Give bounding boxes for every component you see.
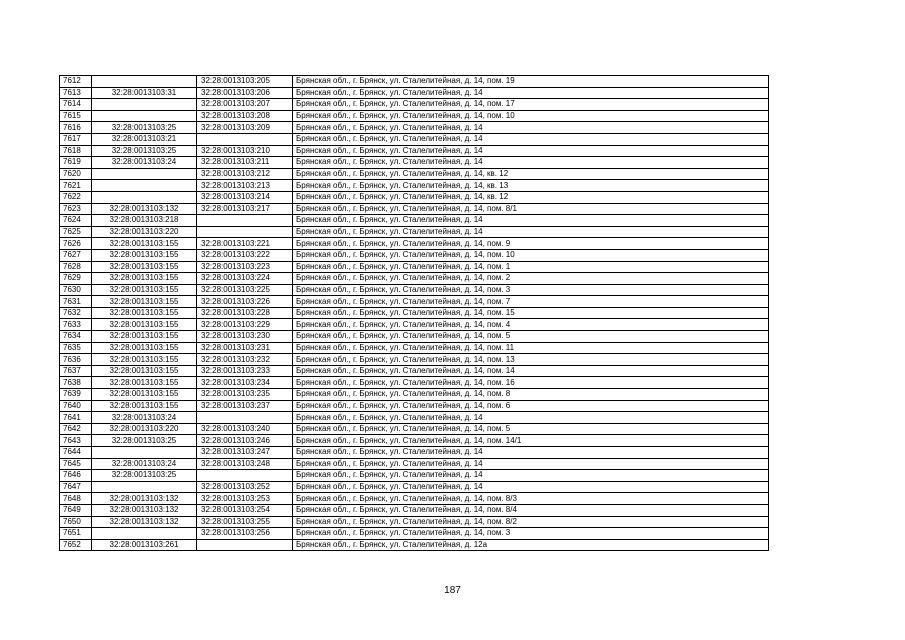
table-row [60,516,769,528]
table-row [60,296,769,308]
address-cell: Брянская обл., г. Брянск, ул. Сталелитейная, д. 14 [293,412,769,424]
address-cell: Брянская обл., г. Брянск, ул. Сталелитейная, д. 14, пом. 17 [293,99,769,111]
table-row [60,365,769,377]
cadastral-number-cell: 32:28:0013103:212 [197,168,293,180]
cadastral-number-cell: 32:28:0013103:224 [197,273,293,285]
parent-cadastral-number-cell: 32:28:0013103:155 [92,249,197,261]
address-cell: Брянская обл., г. Брянск, ул. Сталелитейная, д. 14, пом. 1 [293,261,769,273]
parent-cadastral-number-cell: 32:28:0013103:25 [92,122,197,134]
cadastral-number-cell [197,215,293,227]
table-row [60,76,769,88]
row-number-cell: 7628 [60,261,92,273]
cadastral-number-cell: 32:28:0013103:246 [197,435,293,447]
cadastral-number-cell: 32:28:0013103:235 [197,389,293,401]
cadastral-number-cell: 32:28:0013103:222 [197,249,293,261]
cadastral-number-cell [197,226,293,238]
row-number-cell: 7651 [60,528,92,540]
table-row [60,261,769,273]
table-row [60,470,769,482]
cadastral-number-cell: 32:28:0013103:213 [197,180,293,192]
table-row [60,215,769,227]
table-row [60,389,769,401]
parent-cadastral-number-cell: 32:28:0013103:155 [92,377,197,389]
cadastral-number-cell: 32:28:0013103:221 [197,238,293,250]
address-cell: Брянская обл., г. Брянск, ул. Сталелитейная, д. 14, пом. 8/3 [293,493,769,505]
table-row [60,168,769,180]
row-number-cell: 7622 [60,191,92,203]
cadastral-number-cell: 32:28:0013103:247 [197,447,293,459]
row-number-cell: 7630 [60,284,92,296]
address-cell: Брянская обл., г. Брянск, ул. Сталелитейная, д. 14, пом. 7 [293,296,769,308]
table-row [60,110,769,122]
address-cell: Брянская обл., г. Брянск, ул. Сталелитейная, д. 14, пом. 4 [293,319,769,331]
table-row [60,504,769,516]
row-number-cell: 7648 [60,493,92,505]
address-cell: Брянская обл., г. Брянск, ул. Сталелитейная, д. 14, пом. 8/2 [293,516,769,528]
table-row [60,180,769,192]
address-cell: Брянская обл., г. Брянск, ул. Сталелитейная, д. 14 [293,145,769,157]
table-row [60,238,769,250]
row-number-cell: 7633 [60,319,92,331]
parent-cadastral-number-cell: 32:28:0013103:155 [92,400,197,412]
table-row [60,493,769,505]
parent-cadastral-number-cell: 32:28:0013103:155 [92,307,197,319]
parent-cadastral-number-cell: 32:28:0013103:155 [92,284,197,296]
address-cell: Брянская обл., г. Брянск, ул. Сталелитейная, д. 14 [293,447,769,459]
parent-cadastral-number-cell: 32:28:0013103:24 [92,412,197,424]
row-number-cell: 7619 [60,157,92,169]
table-row [60,157,769,169]
parent-cadastral-number-cell: 32:28:0013103:24 [92,458,197,470]
cadastral-number-cell: 32:28:0013103:207 [197,99,293,111]
table-row [60,87,769,99]
cadastral-number-cell: 32:28:0013103:210 [197,145,293,157]
row-number-cell: 7649 [60,504,92,516]
cadastral-number-cell: 32:28:0013103:231 [197,342,293,354]
row-number-cell: 7645 [60,458,92,470]
cadastral-number-cell [197,133,293,145]
address-cell: Брянская обл., г. Брянск, ул. Сталелитейная, д. 14, пом. 19 [293,76,769,88]
row-number-cell: 7613 [60,87,92,99]
parent-cadastral-number-cell: 32:28:0013103:132 [92,203,197,215]
address-cell: Брянская обл., г. Брянск, ул. Сталелитейная, д. 14, пом. 5 [293,423,769,435]
table-row [60,133,769,145]
address-cell: Брянская обл., г. Брянск, ул. Сталелитейная, д. 14 [293,481,769,493]
parent-cadastral-number-cell [92,76,197,88]
address-cell: Брянская обл., г. Брянск, ул. Сталелитейная, д. 14, кв. 12 [293,168,769,180]
property-registry-table [59,75,769,551]
row-number-cell: 7625 [60,226,92,238]
address-cell: Брянская обл., г. Брянск, ул. Сталелитейная, д. 14, кв. 13 [293,180,769,192]
table-row [60,249,769,261]
cadastral-number-cell [197,539,293,551]
address-cell: Брянская обл., г. Брянск, ул. Сталелитейная, д. 14 [293,226,769,238]
address-cell: Брянская обл., г. Брянск, ул. Сталелитейная, д. 14 [293,470,769,482]
address-cell: Брянская обл., г. Брянск, ул. Сталелитейная, д. 14 [293,215,769,227]
cadastral-number-cell: 32:28:0013103:229 [197,319,293,331]
cadastral-number-cell: 32:28:0013103:209 [197,122,293,134]
row-number-cell: 7623 [60,203,92,215]
cadastral-number-cell: 32:28:0013103:211 [197,157,293,169]
parent-cadastral-number-cell: 32:28:0013103:24 [92,157,197,169]
parent-cadastral-number-cell: 32:28:0013103:132 [92,504,197,516]
cadastral-number-cell: 32:28:0013103:256 [197,528,293,540]
row-number-cell: 7629 [60,273,92,285]
cadastral-number-cell: 32:28:0013103:237 [197,400,293,412]
parent-cadastral-number-cell [92,191,197,203]
row-number-cell: 7636 [60,354,92,366]
row-number-cell: 7620 [60,168,92,180]
row-number-cell: 7634 [60,331,92,343]
table-row [60,307,769,319]
address-cell: Брянская обл., г. Брянск, ул. Сталелитейная, д. 14, пом. 2 [293,273,769,285]
parent-cadastral-number-cell: 32:28:0013103:155 [92,261,197,273]
address-cell: Брянская обл., г. Брянск, ул. Сталелитейная, д. 14, пом. 10 [293,249,769,261]
row-number-cell: 7641 [60,412,92,424]
cadastral-number-cell [197,470,293,482]
parent-cadastral-number-cell: 32:28:0013103:218 [92,215,197,227]
row-number-cell: 7639 [60,389,92,401]
table-row [60,226,769,238]
parent-cadastral-number-cell: 32:28:0013103:155 [92,238,197,250]
cadastral-number-cell: 32:28:0013103:223 [197,261,293,273]
row-number-cell: 7624 [60,215,92,227]
cadastral-number-cell: 32:28:0013103:232 [197,354,293,366]
address-cell: Брянская обл., г. Брянск, ул. Сталелитейная, д. 14, пом. 14 [293,365,769,377]
address-cell: Брянская обл., г. Брянск, ул. Сталелитейная, д. 14, пом. 5 [293,331,769,343]
row-number-cell: 7615 [60,110,92,122]
row-number-cell: 7627 [60,249,92,261]
row-number-cell: 7637 [60,365,92,377]
parent-cadastral-number-cell: 32:28:0013103:25 [92,145,197,157]
parent-cadastral-number-cell [92,99,197,111]
address-cell: Брянская обл., г. Брянск, ул. Сталелитейная, д. 14, пом. 15 [293,307,769,319]
page-number: 187 [444,585,461,596]
address-cell: Брянская обл., г. Брянск, ул. Сталелитейная, д. 14, пом. 10 [293,110,769,122]
address-cell: Брянская обл., г. Брянск, ул. Сталелитейная, д. 14, пом. 8/4 [293,504,769,516]
row-number-cell: 7617 [60,133,92,145]
table-row [60,284,769,296]
address-cell: Брянская обл., г. Брянск, ул. Сталелитейная, д. 12а [293,539,769,551]
cadastral-number-cell: 32:28:0013103:255 [197,516,293,528]
parent-cadastral-number-cell: 32:28:0013103:155 [92,273,197,285]
parent-cadastral-number-cell [92,528,197,540]
table-row [60,319,769,331]
address-cell: Брянская обл., г. Брянск, ул. Сталелитейная, д. 14 [293,133,769,145]
table-row [60,273,769,285]
cadastral-number-cell: 32:28:0013103:234 [197,377,293,389]
cadastral-number-cell: 32:28:0013103:214 [197,191,293,203]
parent-cadastral-number-cell: 32:28:0013103:155 [92,365,197,377]
address-cell: Брянская обл., г. Брянск, ул. Сталелитейная, д. 14, пом. 3 [293,528,769,540]
parent-cadastral-number-cell: 32:28:0013103:155 [92,354,197,366]
address-cell: Брянская обл., г. Брянск, ул. Сталелитейная, д. 14, пом. 16 [293,377,769,389]
cadastral-number-cell: 32:28:0013103:206 [197,87,293,99]
cadastral-number-cell: 32:28:0013103:225 [197,284,293,296]
table-row [60,400,769,412]
table-row [60,412,769,424]
parent-cadastral-number-cell [92,447,197,459]
table-row [60,539,769,551]
row-number-cell: 7616 [60,122,92,134]
table-row [60,377,769,389]
parent-cadastral-number-cell: 32:28:0013103:132 [92,516,197,528]
parent-cadastral-number-cell: 32:28:0013103:25 [92,435,197,447]
row-number-cell: 7612 [60,76,92,88]
cadastral-number-cell: 32:28:0013103:208 [197,110,293,122]
parent-cadastral-number-cell: 32:28:0013103:261 [92,539,197,551]
parent-cadastral-number-cell [92,481,197,493]
table-row [60,354,769,366]
row-number-cell: 7642 [60,423,92,435]
cadastral-number-cell: 32:28:0013103:248 [197,458,293,470]
address-cell: Брянская обл., г. Брянск, ул. Сталелитейная, д. 14 [293,157,769,169]
table-row [60,203,769,215]
parent-cadastral-number-cell: 32:28:0013103:21 [92,133,197,145]
address-cell: Брянская обл., г. Брянск, ул. Сталелитейная, д. 14, пом. 8 [293,389,769,401]
row-number-cell: 7626 [60,238,92,250]
cadastral-number-cell: 32:28:0013103:240 [197,423,293,435]
parent-cadastral-number-cell: 32:28:0013103:220 [92,226,197,238]
cadastral-number-cell [197,412,293,424]
table-row [60,447,769,459]
table-row [60,331,769,343]
cadastral-number-cell: 32:28:0013103:253 [197,493,293,505]
row-number-cell: 7631 [60,296,92,308]
row-number-cell: 7618 [60,145,92,157]
cadastral-number-cell: 32:28:0013103:226 [197,296,293,308]
table-row [60,435,769,447]
parent-cadastral-number-cell [92,180,197,192]
parent-cadastral-number-cell: 32:28:0013103:220 [92,423,197,435]
row-number-cell: 7638 [60,377,92,389]
row-number-cell: 7652 [60,539,92,551]
cadastral-number-cell: 32:28:0013103:230 [197,331,293,343]
cadastral-number-cell: 32:28:0013103:233 [197,365,293,377]
parent-cadastral-number-cell: 32:28:0013103:132 [92,493,197,505]
table-row [60,528,769,540]
address-cell: Брянская обл., г. Брянск, ул. Сталелитейная, д. 14, пом. 9 [293,238,769,250]
parent-cadastral-number-cell [92,110,197,122]
address-cell: Брянская обл., г. Брянск, ул. Сталелитейная, д. 14, пом. 6 [293,400,769,412]
table-row [60,481,769,493]
parent-cadastral-number-cell: 32:28:0013103:155 [92,389,197,401]
row-number-cell: 7646 [60,470,92,482]
cadastral-number-cell: 32:28:0013103:217 [197,203,293,215]
parent-cadastral-number-cell [92,168,197,180]
parent-cadastral-number-cell: 32:28:0013103:155 [92,296,197,308]
parent-cadastral-number-cell: 32:28:0013103:25 [92,470,197,482]
row-number-cell: 7632 [60,307,92,319]
row-number-cell: 7650 [60,516,92,528]
table-row [60,342,769,354]
table-row [60,145,769,157]
registry-table-body [60,76,769,551]
row-number-cell: 7643 [60,435,92,447]
address-cell: Брянская обл., г. Брянск, ул. Сталелитейная, д. 14 [293,458,769,470]
table-row [60,423,769,435]
table-row [60,458,769,470]
address-cell: Брянская обл., г. Брянск, ул. Сталелитейная, д. 14, пом. 11 [293,342,769,354]
cadastral-number-cell: 32:28:0013103:205 [197,76,293,88]
address-cell: Брянская обл., г. Брянск, ул. Сталелитейная, д. 14, пом. 13 [293,354,769,366]
parent-cadastral-number-cell: 32:28:0013103:31 [92,87,197,99]
parent-cadastral-number-cell: 32:28:0013103:155 [92,331,197,343]
cadastral-number-cell: 32:28:0013103:254 [197,504,293,516]
table-row [60,99,769,111]
address-cell: Брянская обл., г. Брянск, ул. Сталелитейная, д. 14, пом. 14/1 [293,435,769,447]
cadastral-number-cell: 32:28:0013103:252 [197,481,293,493]
row-number-cell: 7635 [60,342,92,354]
row-number-cell: 7640 [60,400,92,412]
cadastral-number-cell: 32:28:0013103:228 [197,307,293,319]
address-cell: Брянская обл., г. Брянск, ул. Сталелитейная, д. 14, пом. 8/1 [293,203,769,215]
parent-cadastral-number-cell: 32:28:0013103:155 [92,342,197,354]
row-number-cell: 7614 [60,99,92,111]
address-cell: Брянская обл., г. Брянск, ул. Сталелитейная, д. 14 [293,87,769,99]
table-row [60,191,769,203]
row-number-cell: 7647 [60,481,92,493]
address-cell: Брянская обл., г. Брянск, ул. Сталелитейная, д. 14, пом. 3 [293,284,769,296]
row-number-cell: 7644 [60,447,92,459]
address-cell: Брянская обл., г. Брянск, ул. Сталелитейная, д. 14 [293,122,769,134]
row-number-cell: 7621 [60,180,92,192]
address-cell: Брянская обл., г. Брянск, ул. Сталелитейная, д. 14, кв. 12 [293,191,769,203]
parent-cadastral-number-cell: 32:28:0013103:155 [92,319,197,331]
table-row [60,122,769,134]
